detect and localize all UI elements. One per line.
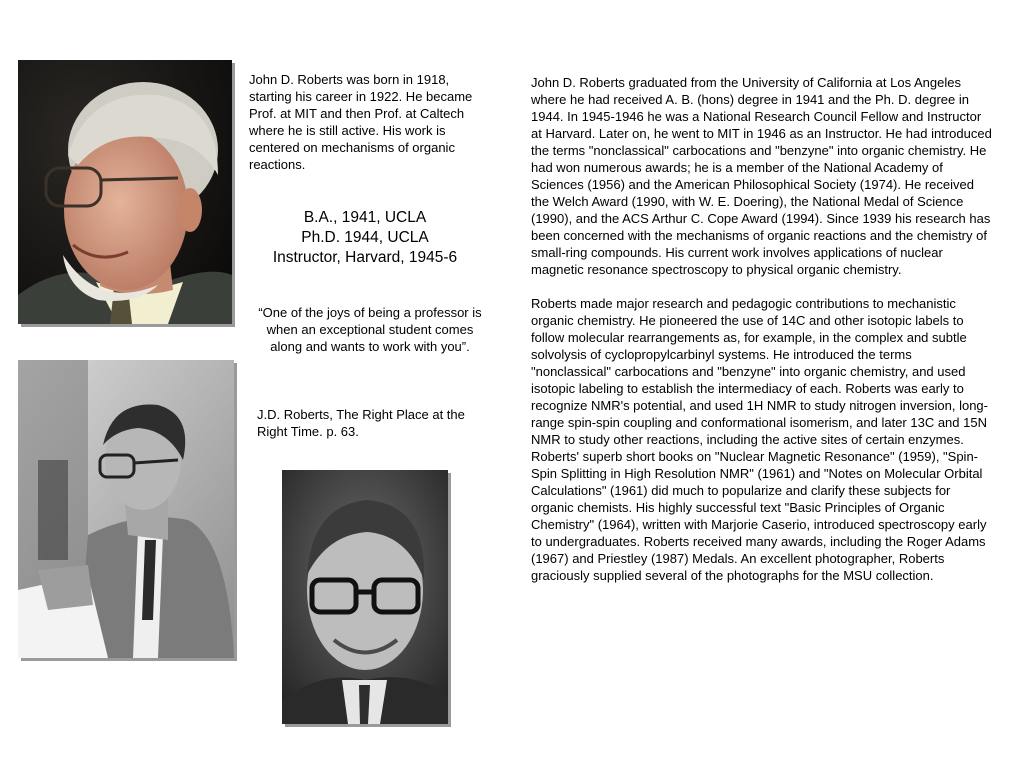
position-instructor: Instructor, Harvard, 1945-6 [272,249,458,266]
degree-ba: B.A., 1941, UCLA [303,209,427,226]
long-biography [531,74,995,601]
quote-citation: J.D. Roberts, The Right Place at the Right Time. p. 63. [257,407,465,439]
portrait-photo-bw-lab [18,360,234,658]
biography-paragraph-2: Roberts made major research and pedagogic contributions to mechanistic organic chemistry. He pioneered the use of 14C and other isotopic labels to follow molecular rearrangements as, for example, in the complex and subtle solvolysis of cyclopropylcarbinyl systems. He introduced the terms "nonclassical" carbocations and "benzyne" into organic chemistry, and used isotopic labeling to establish the intermediacy of each. Roberts was early to recognize NMR's potential, and used 1H NMR to study nitrogen inversion, long-range spin-spin coupling and conformational isomerism, and later 13C and 15N NMR to study other reactions, including the active sites of certain enzymes. Roberts' superb short books on "Nuclear Magnetic Resonance" (1959), "Spin-Spin Splitting in High Resolution NMR" (1961) and "Notes on Molecular Orbital Calculations" (1961) did much to popularize and clarify these subjects for organic chemists. His highly successful text "Basic Principles of Organic Chemistry" (1964), written with Marjorie Caserio, introduced spectroscopy early to undergraduates. Roberts received many awards, including the Roger Adams (1967) and Priestley (1987) Medals. An excellent photographer, Roberts graciously supplied several of the photographs for the MSU collection. [531,296,988,583]
portrait-photo-color [18,60,232,324]
portrait-photo-bw-smiling [282,470,448,724]
degree-phd: Ph.D. 1944, UCLA [301,229,429,246]
biography-paragraph-1: John D. Roberts graduated from the University of California at Los Angeles where he had received A. B. (hons) degree in 1941 and the Ph. D. degree in 1944. In 1945-1946 he was a National Research Council Fellow and Instructor at Harvard. Later on, he went to MIT in 1946 as an Instructor. He had introduced the terms "nonclassical" carbocations and "benzyne" into organic chemistry. He had won numerous awards; he is a member of the National Academy of Sciences (1956) and the American Philosophical Society (1974). He received the Welch Award (1990, with W. E. Doering), the National Medal of Science (1990), and the ACS Arthur C. Cope Award (1994). Since 1939 his research has been concerned with the mechanisms of organic reactions and the chemistry of small-ring compounds. His current work involves applications of nuclear magnetic resonance spectroscopy to physical organic chemistry. [531,75,992,277]
quote: “One of the joys of being a professor is when an exceptional student comes along and wants to work with you”. [258,305,482,354]
degrees-list [250,208,480,268]
short-biography: John D. Roberts was born in 1918, starting his career in 1922. He became Prof. at MIT and then Prof. at Caltech where he is still active. His work is centered on mechanisms of organic reactions. [249,72,473,172]
